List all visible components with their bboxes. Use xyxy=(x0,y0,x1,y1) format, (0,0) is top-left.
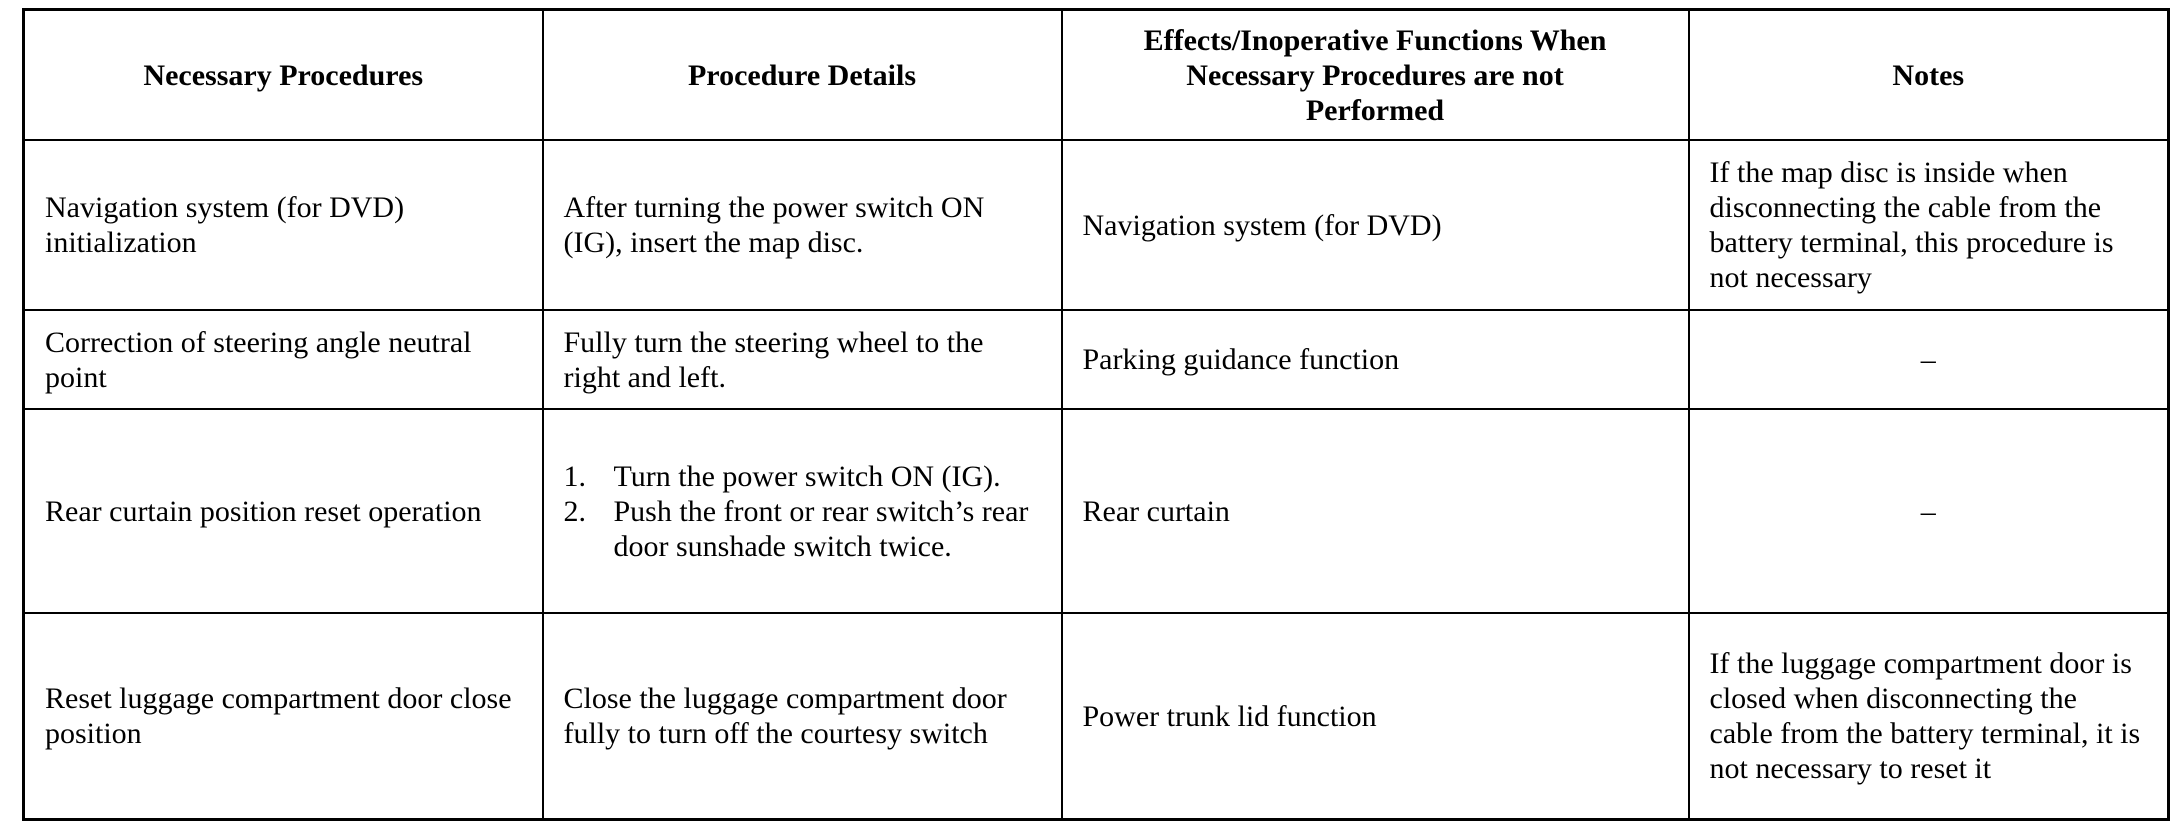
table-row xyxy=(24,140,2169,310)
step-text: Push the front or rear switch’s rear door sunshade switch twice. xyxy=(613,494,1029,563)
header-row xyxy=(24,10,2169,141)
cell-procedure: Rear curtain position reset operation xyxy=(24,409,543,613)
step-item xyxy=(564,459,1041,494)
table-row xyxy=(24,613,2169,820)
procedures-table xyxy=(22,8,2170,821)
header-necessary-procedures: Necessary Procedures xyxy=(24,10,543,141)
step-item xyxy=(564,494,1041,564)
step-number: 1. xyxy=(563,459,586,493)
cell-details: Fully turn the steering wheel to the right and left. xyxy=(543,310,1062,409)
cell-details: Close the luggage compartment door fully to turn off the courtesy switch xyxy=(543,613,1062,820)
header-procedure-details: Procedure Details xyxy=(543,10,1062,141)
cell-procedure: Correction of steering angle neutral point xyxy=(24,310,543,409)
header-effects xyxy=(1062,10,1689,141)
cell-procedure: Navigation system (for DVD) initialization xyxy=(24,140,543,310)
cell-notes: If the map disc is inside when disconnecting the cable from the battery terminal, this procedure is not necessary xyxy=(1689,140,2169,310)
cell-details xyxy=(543,409,1062,613)
step-text: Turn the power switch ON (IG). xyxy=(613,459,1001,493)
header-effects-text: Effects/Inoperative Functions When Necessary Procedures are not Performed xyxy=(1143,23,1607,127)
cell-notes: – xyxy=(1689,310,2169,409)
cell-notes: – xyxy=(1689,409,2169,613)
cell-effects: Navigation system (for DVD) xyxy=(1062,140,1689,310)
cell-effects: Power trunk lid function xyxy=(1062,613,1689,820)
cell-procedure: Reset luggage compartment door close position xyxy=(24,613,543,820)
steps-list xyxy=(564,459,1041,564)
header-notes: Notes xyxy=(1689,10,2169,141)
step-number: 2. xyxy=(563,494,586,528)
table-row xyxy=(24,310,2169,409)
table-row xyxy=(24,409,2169,613)
cell-effects: Rear curtain xyxy=(1062,409,1689,613)
cell-notes: If the luggage compartment door is closed when disconnecting the cable from the battery terminal, it is not necessary to reset it xyxy=(1689,613,2169,820)
cell-effects: Parking guidance function xyxy=(1062,310,1689,409)
cell-details: After turning the power switch ON (IG), insert the map disc. xyxy=(543,140,1062,310)
